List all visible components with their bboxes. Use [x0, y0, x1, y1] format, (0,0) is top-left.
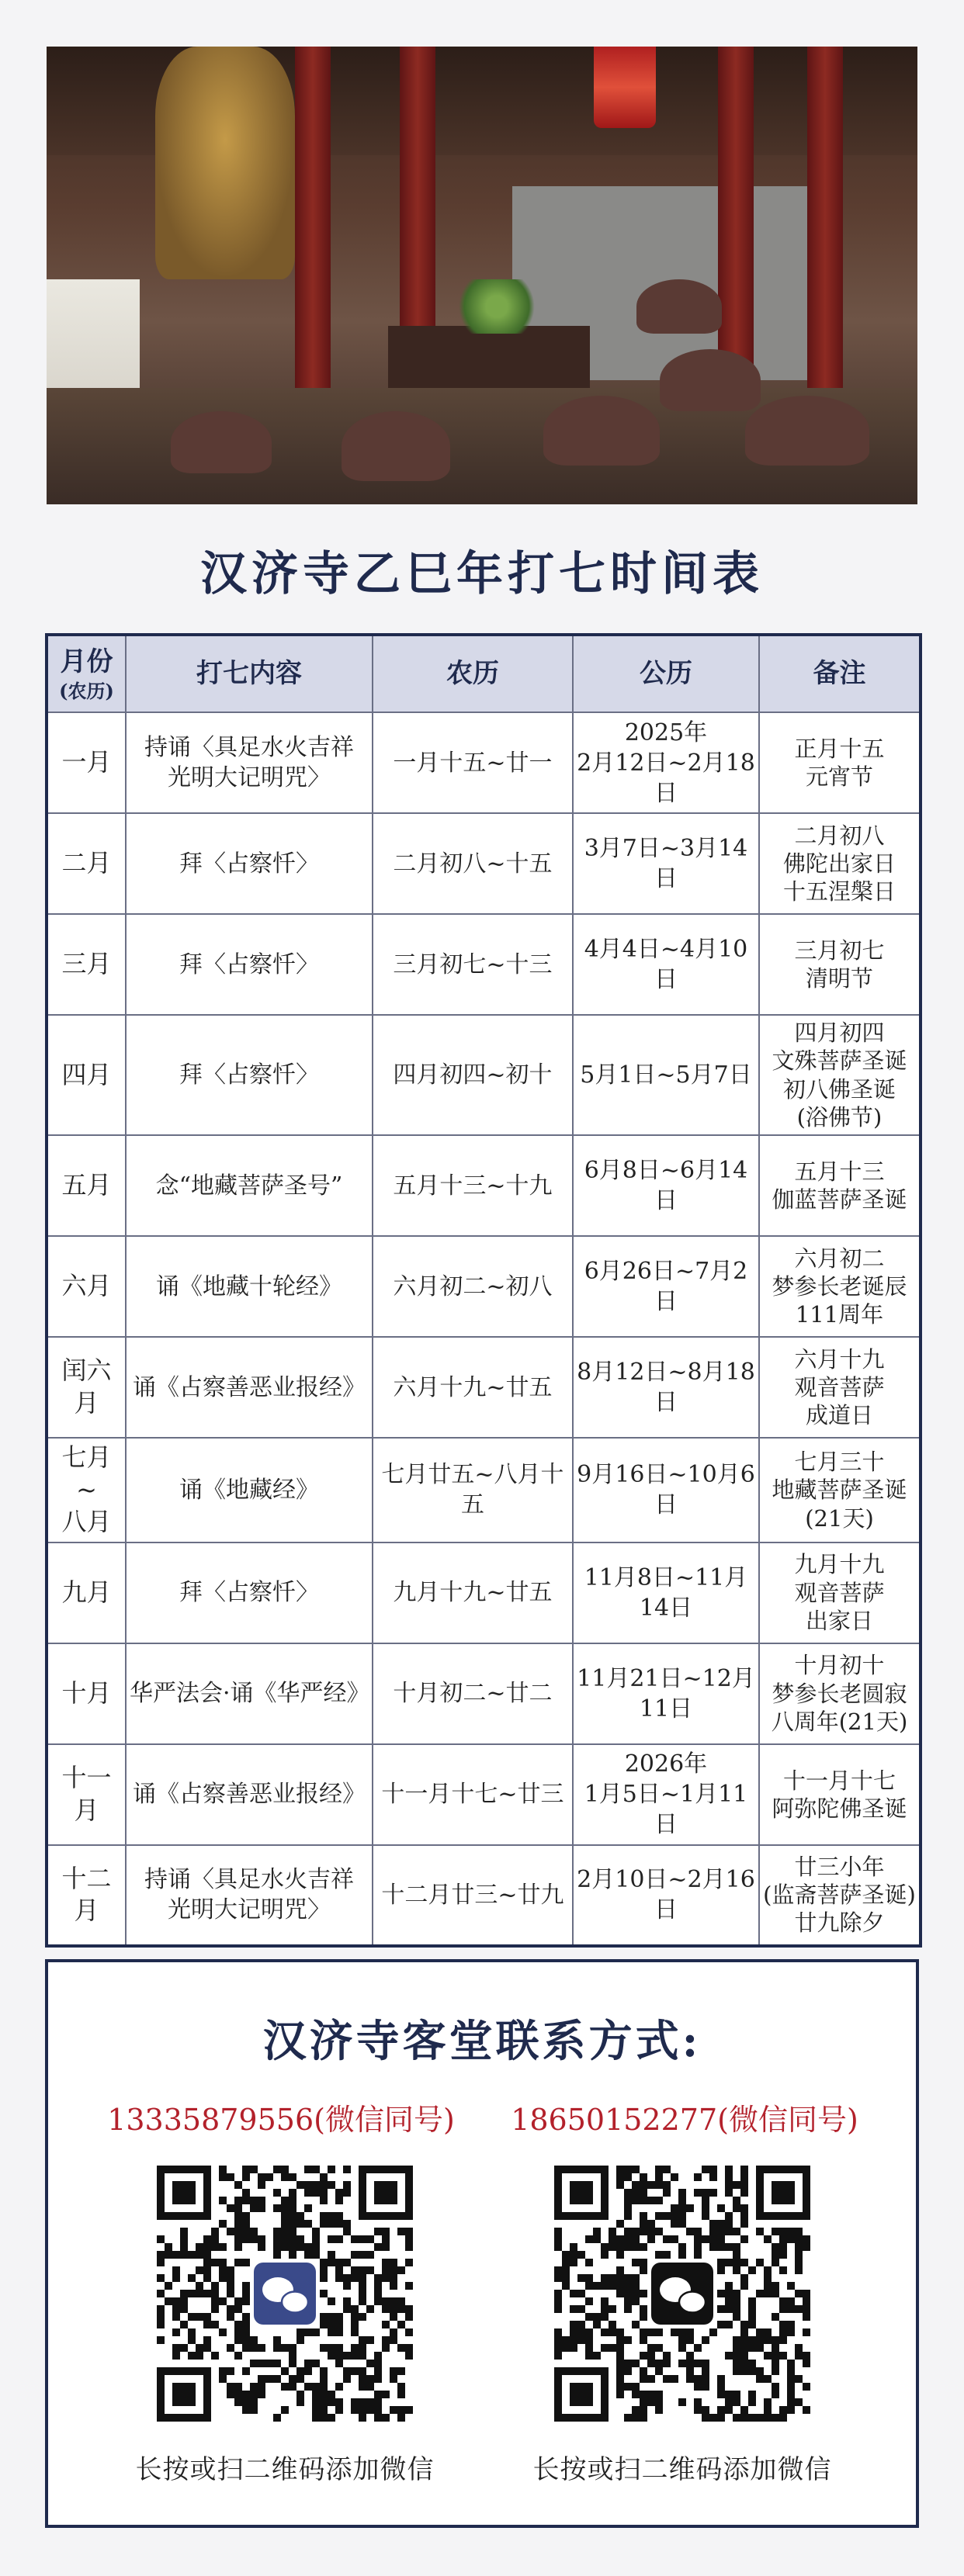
- cell-note: 七月三十 地藏菩萨圣诞 (21天): [759, 1438, 921, 1542]
- photo-monk: [543, 396, 660, 466]
- cell-content: 念“地藏菩萨圣号”: [126, 1135, 373, 1236]
- photo-monk: [342, 411, 450, 481]
- qr-code-left-image: [157, 2166, 413, 2422]
- cell-lunar: 七月廿五~八月十五: [373, 1438, 573, 1542]
- cell-note: 六月十九 观音菩萨 成道日: [759, 1337, 921, 1438]
- cell-solar: 2025年 2月12日~2月18日: [573, 712, 759, 813]
- cell-solar: 6月8日~6月14日: [573, 1135, 759, 1236]
- cell-month: 十月: [47, 1643, 126, 1744]
- qr-hint-left: 长按或扫二维码添加微信: [135, 2454, 435, 2485]
- cell-month: 三月: [47, 914, 126, 1015]
- cell-month: 五月: [47, 1135, 126, 1236]
- cell-lunar: 二月初八~十五: [373, 813, 573, 914]
- schedule-table: [45, 633, 922, 1948]
- qr-code-right[interactable]: [554, 2166, 810, 2422]
- cell-lunar: 六月十九~廿五: [373, 1337, 573, 1438]
- qr-hint-right: 长按或扫二维码添加微信: [532, 2454, 832, 2485]
- table-row: [47, 1744, 921, 1845]
- cell-content: 拜〈占察忏〉: [126, 1015, 373, 1135]
- cell-solar: 9月16日~10月6日: [573, 1438, 759, 1542]
- table-row: [47, 1845, 921, 1946]
- cell-month: 十二月: [47, 1845, 126, 1946]
- cell-note: 四月初四 文殊菩萨圣诞 初八佛圣诞 (浴佛节): [759, 1015, 921, 1135]
- schedule-body: [47, 712, 921, 1946]
- cell-lunar: 六月初二~初八: [373, 1236, 573, 1337]
- table-row: [47, 813, 921, 914]
- cell-lunar: 五月十三~十九: [373, 1135, 573, 1236]
- table-row: [47, 1643, 921, 1744]
- header-note: 备注: [759, 635, 921, 712]
- cell-content: 华严法会·诵《华严经》: [126, 1643, 373, 1744]
- table-row: [47, 914, 921, 1015]
- table-header-row: [47, 635, 921, 712]
- cell-solar: 2026年 1月5日~1月11日: [573, 1744, 759, 1845]
- cell-lunar: 三月初七~十三: [373, 914, 573, 1015]
- cell-note: 五月十三 伽蓝菩萨圣诞: [759, 1135, 921, 1236]
- cell-solar: 11月8日~11月14日: [573, 1542, 759, 1643]
- photo-flowers: [450, 279, 543, 334]
- cell-month: 六月: [47, 1236, 126, 1337]
- contact-heading: 汉济寺客堂联系方式:: [262, 2016, 702, 2067]
- cell-content: 持诵〈具足水火吉祥 光明大记明咒〉: [126, 1845, 373, 1946]
- cell-content: 诵《占察善恶业报经》: [126, 1744, 373, 1845]
- cell-month: 九月: [47, 1542, 126, 1643]
- cell-solar: 8月12日~8月18日: [573, 1337, 759, 1438]
- photo-lantern: [594, 47, 656, 128]
- header-month-sub: (农历): [59, 680, 114, 702]
- cell-content: 拜〈占察忏〉: [126, 1542, 373, 1643]
- header-lunar: 农历: [373, 635, 573, 712]
- cell-solar: 5月1日~5月7日: [573, 1015, 759, 1135]
- cell-note: 十月初十 梦参长老圆寂 八周年(21天): [759, 1643, 921, 1744]
- table-row: [47, 1542, 921, 1643]
- photo-monk: [745, 396, 869, 466]
- photo-monk: [636, 279, 722, 334]
- cell-solar: 3月7日~3月14日: [573, 813, 759, 914]
- cell-note: 二月初八 佛陀出家日 十五涅槃日: [759, 813, 921, 914]
- cell-month: 一月: [47, 712, 126, 813]
- cell-note: 九月十九 观音菩萨 出家日: [759, 1542, 921, 1643]
- header-month-label: 月份: [60, 646, 113, 677]
- photo-monk: [171, 411, 272, 473]
- cell-lunar: 四月初四~初十: [373, 1015, 573, 1135]
- qr-code-right-image: [554, 2166, 810, 2422]
- table-row: [47, 1337, 921, 1438]
- table-row: [47, 1015, 921, 1135]
- cell-lunar: 十一月十七~廿三: [373, 1744, 573, 1845]
- cell-note: 廿三小年 (监斋菩萨圣诞) 廿九除夕: [759, 1845, 921, 1946]
- header-content: 打七内容: [126, 635, 373, 712]
- cell-note: 正月十五 元宵节: [759, 712, 921, 813]
- cell-content: 拜〈占察忏〉: [126, 813, 373, 914]
- phone-left[interactable]: 13335879556(微信同号): [107, 2103, 455, 2137]
- photo-monk: [660, 349, 761, 411]
- cell-lunar: 九月十九~廿五: [373, 1542, 573, 1643]
- cell-solar: 6月26日~7月2日: [573, 1236, 759, 1337]
- cell-lunar: 十二月廿三~廿九: [373, 1845, 573, 1946]
- table-row: [47, 1135, 921, 1236]
- cell-solar: 2月10日~2月16日: [573, 1845, 759, 1946]
- qr-code-left[interactable]: [157, 2166, 413, 2422]
- table-row: [47, 712, 921, 813]
- cell-content: 诵《占察善恶业报经》: [126, 1337, 373, 1438]
- cell-month: 十一月: [47, 1744, 126, 1845]
- temple-hall-photo: [47, 47, 917, 504]
- cell-note: 三月初七 清明节: [759, 914, 921, 1015]
- cell-month: 四月: [47, 1015, 126, 1135]
- phone-right[interactable]: 18650152277(微信同号): [511, 2103, 858, 2137]
- cell-content: 拜〈占察忏〉: [126, 914, 373, 1015]
- cell-lunar: 十月初二~廿二: [373, 1643, 573, 1744]
- cell-month: 七月 ~ 八月: [47, 1438, 126, 1542]
- table-row: [47, 1438, 921, 1542]
- cell-month: 闰六月: [47, 1337, 126, 1438]
- cell-content: 持诵〈具足水火吉祥 光明大记明咒〉: [126, 712, 373, 813]
- cell-note: 十一月十七 阿弥陀佛圣诞: [759, 1744, 921, 1845]
- table-row: [47, 1236, 921, 1337]
- page-title: 汉济寺乙巳年打七时间表: [200, 547, 764, 601]
- header-solar: 公历: [573, 635, 759, 712]
- contact-panel: [45, 1959, 919, 2528]
- cell-note: 六月初二 梦参长老诞辰 111周年: [759, 1236, 921, 1337]
- cell-content: 诵《地藏十轮经》: [126, 1236, 373, 1337]
- cell-month: 二月: [47, 813, 126, 914]
- cell-lunar: 一月十五~廿一: [373, 712, 573, 813]
- photo-statue: [155, 47, 295, 279]
- cell-solar: 4月4日~4月10日: [573, 914, 759, 1015]
- header-month: [47, 635, 126, 712]
- cell-content: 诵《地藏经》: [126, 1438, 373, 1542]
- cell-solar: 11月21日~12月11日: [573, 1643, 759, 1744]
